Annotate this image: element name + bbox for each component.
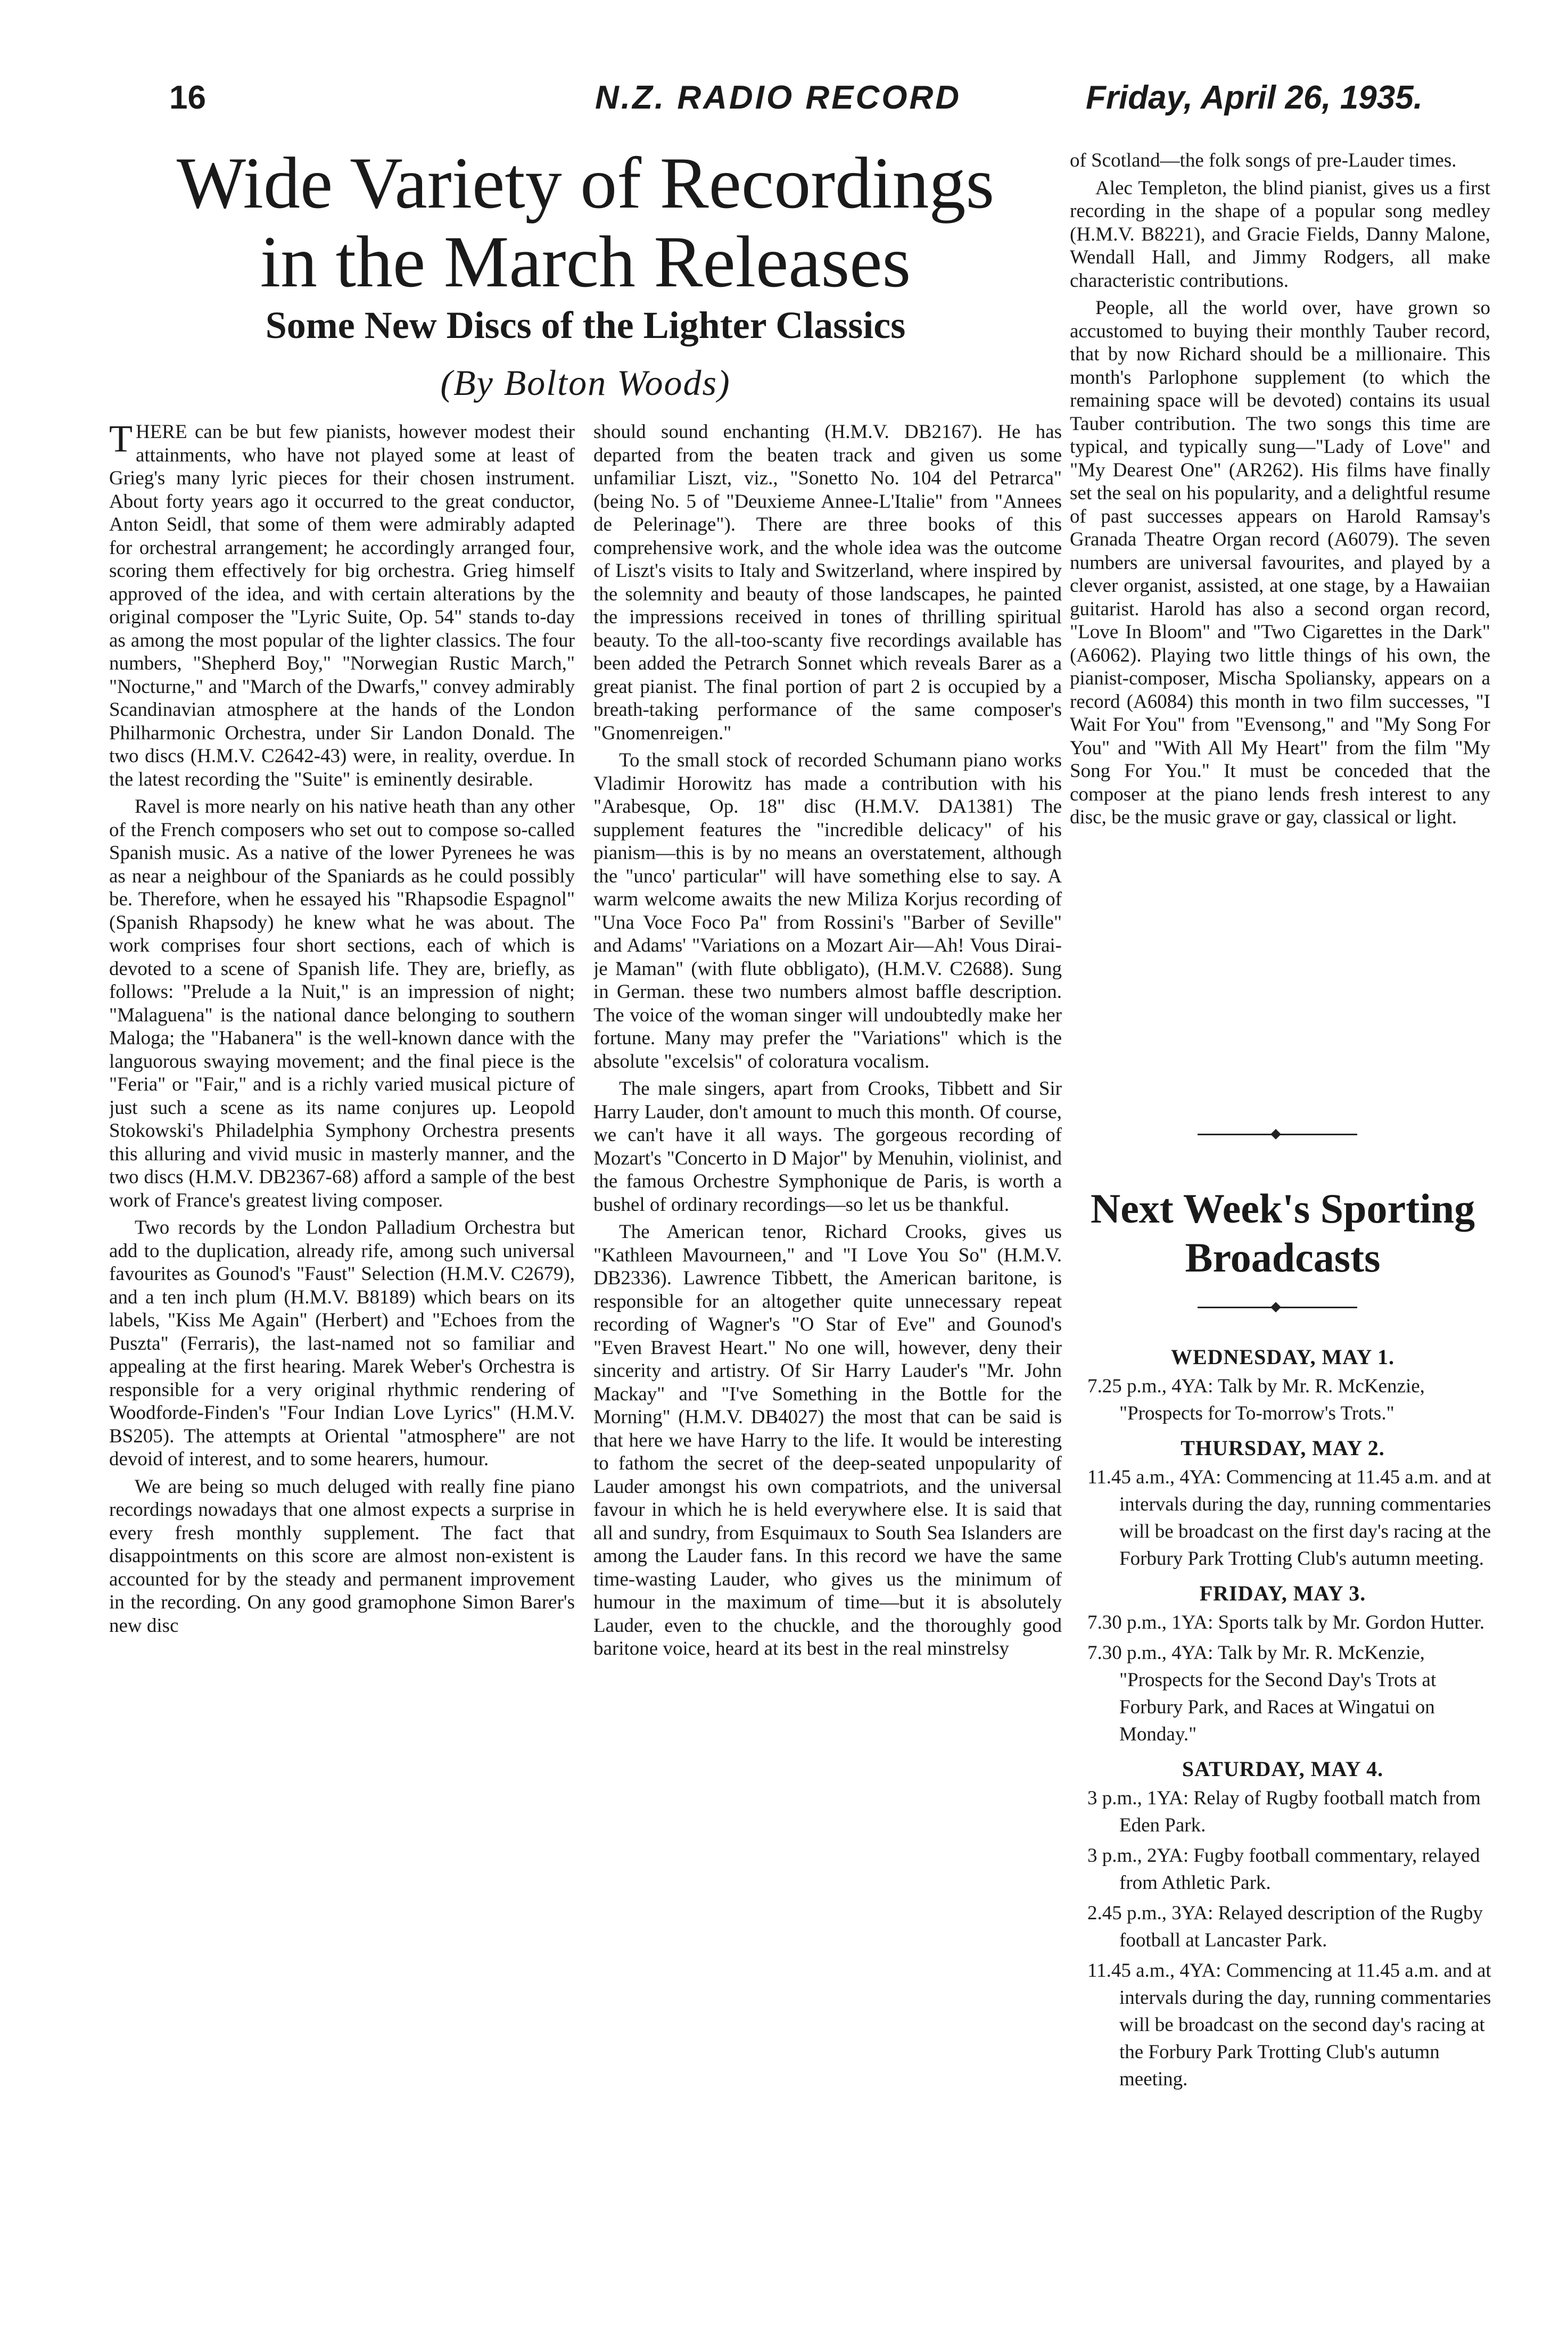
sporting-schedule [1072,1336,1493,2299]
paragraph: should sound enchanting (H.M.V. DB2167). He has departed from the beaten track and given us some unfamiliar Liszt, viz., "Sonetto No. 104 del Petrarca" (being No. 5 of "Deuxieme Annee-L'Italie" from "Annees de Pelerinage"). There are three books of this comprehensive work, and the whole idea was the outcome of Liszt's visits to Italy and Switzerland, where inspired by the solemnity and beauty of those landscapes, he painted the impressions received in tones of thrilling spiritual beauty. To the all-too-scanty five recordings available has been added the Petrarch Sonnet which reveals Barer as a great pianist. The final portion of part 2 is occupied by a breath-taking performance of the same composer's "Gnomenreigen." [593,421,1062,744]
paragraph: Ravel is more nearly on his native heath than any other of the French composers who set out to compose so-called Spanish music. As a native of the lower Pyrenees he was as near a neighbour of the Spaniards as he could possibly be. Therefore, when he essayed his "Rhapsodie Espagnol" (Spanish Rhapsody) he knew what he was about. The work comprises four short sections, each of which is devoted to a scene of Spanish life. They are, briefly, as follows: "Prelude a la Nuit," is an impression of night; "Malaguena" is the national dance belonging to southern Maloga; the "Habanera" is the well-known dance with the languorous swaying movement; and the final piece is the "Feria" or "Fair," and is a richly varied musical picture of just such a scene as its name conjures up. Leopold Stokowski's Philadelphia Symphony Orchestra presents this alluring and vivid music in masterly manner, and the two discs (H.M.V. DB2367-68) afford a sample of the best work of France's greatest living composer. [109,796,575,1211]
article-title-line-1: Wide Variety of Recordings [176,142,995,224]
publication-name: N.Z. RADIO RECORD [595,79,961,116]
article-column-2 [593,420,1062,2294]
paragraph: Alec Templeton, the blind pianist, gives us a first recording in the shape of a popular song medley (H.M.V. B8221), and Gracie Fields, Danny Malone, Wendall Hall, and Jimmy Rodgers, all make characteristic contributions. [1070,177,1490,292]
article-column-1 [109,420,575,2294]
article-byline: (By Bolton Woods) [440,362,731,403]
article-subtitle: Some New Discs of the Lighter Classics [265,304,906,346]
paragraph: People, all the world over, have grown so accustomed to buying their monthly Tauber record, that by now Richard should be a millionaire. This month's Parlophone supplement (to which the remaining space will be devoted) contains its usual Tauber contribution. The two songs this time are typical, and typically sung—"Lady of Love" and "My Dearest One" (AR262). His films have finally set the seal on his popularity, and a delightful resume of past successes appears on Harold Ramsay's Granada Theatre Organ record (A6079). The seven numbers are universal favourites, and played by a clever organist, assisted, at one stage, by a Hawaiian guitarist. Harold has also a second organ record, "Love In Bloom" and "Two Cigarettes in the Dark" (A6062). Playing two little things of his own, the pianist-composer, Mischa Spoliansky, appears on a record (A6084) this month in two film successes, "I Wait For You" from "Evensong," and "My Song For You" and "With All My Heart" from the film "My Song For You." It must be conceded that the composer at the piano lends fresh interest to any disc, be the music grave or gay, classical or light. [1070,297,1490,828]
paragraph: To the small stock of recorded Schumann piano works Vladimir Horowitz has made a contribution with his "Arabesque, Op. 18" disc (H.M.V. DA1381) The supplement features the "incredible delicacy" of his pianism—this is by no means an overstatement, although the "unco' particular" will have something else to say. A warm welcome awaits the new Miliza Korjus recording of "Una Voce Foco Pa" from Rossini's "Barber of Seville" and Adams' "Variations on a Mozart Air—Ah! Vous Dirai-je Maman" (with flute obbligato), (H.M.V. C2688). Sung in German. these two numbers almost baffle description. The voice of the woman singer will undoubtedly make her fortune. Many may prefer the "Variations" which is the absolute "excelsis" of coloratura vocalism. [593,749,1062,1072]
section-divider [1198,1134,1357,1135]
page-header [0,79,1568,121]
paragraph: Two records by the London Palladium Orchestra but add to the duplication, already rife, among such universal favourites as Gounod's "Faust" Selection (H.M.V. C2679), and a ten inch plum (H.M.V. B8189) which bears on its labels, "Kiss Me Again" (Herbert) and "Echoes from the Puszta" (Ferraris), the last-named not so familiar and appealing at the first hearing. Marek Weber's Orchestra is responsible for a very original rhythmic rendering of Woodforde-Finden's "Four Indian Love Lyrics" (H.M.V. BS205). The attempts at Oriental "atmosphere" are not devoid of interest, and to some hearers, humour. [109,1217,575,1470]
paragraph: THERE can be but few pianists, however modest their attainments, who have not played some at least of Grieg's many lyric pieces for their chosen instrument. About forty years ago it occurred to the great conductor, Anton Seidl, that some of them were admirably adapted for orchestral arrangement; he accordingly arranged four, scoring them effectively for big orchestra. Grieg himself approved of the idea, and with certain alterations by the original composer the "Lyric Suite, Op. 54" stands to-day as among the most popular of the lighter classics. The four numbers, "Shepherd Boy," "Norwegian Rustic March," "Nocturne," and "March of the Dwarfs," convey admirably Scandinavian atmosphere at the hands of the London Philharmonic Orchestra, under Sir Landon Donald. The two discs (H.M.V. C2642-43) were, in reality, overdue. In the latest recording the "Suite" is eminently desirable. [109,420,575,790]
broadcast-entry: 3 p.m., 2YA: Fugby football commentary, relayed from Athletic Park. [1087,1845,1480,1894]
page-number: 16 [169,79,206,116]
paragraph: The male singers, apart from Crooks, Tibbett and Sir Harry Lauder, don't amount to much this month. Of course, we can't have it all ways. The gorgeous recording of Mozart's "Concerto in D Major" by Menuhin, violinist, and the famous Orchestre Symphonique de Paris, is worth a bushel of ordinary recordings—so let us be thankful. [593,1078,1062,1216]
broadcast-entry: 7.30 p.m., 4YA: Talk by Mr. R. McKenzie, "Prospects for the Second Day's Trots at Forbury Park, and Races at Wingatui on Monday." [1087,1642,1437,1745]
day-heading: WEDNESDAY, MAY 1. [1170,1345,1395,1369]
broadcast-entry: 11.45 a.m., 4YA: Commencing at 11.45 a.m. and at intervals during the day, running commentaries will be broadcast on the second day's racing at the Forbury Park Trotting Club's autumn meeting. [1087,1960,1491,2090]
paragraph: We are being so much deluged with really fine piano recordings nowadays that one almost expects a surprise in every fresh monthly supplement. The fact that disappointments on this score are almost non-existent is accounted for by the steady and permanent improvement in the recording. On any good gramophone Simon Barer's new disc [109,1475,575,1637]
day-heading: SATURDAY, MAY 4. [1182,1757,1384,1781]
drop-cap: T [109,420,133,460]
broadcast-entry: 2.45 p.m., 3YA: Relayed description of the Rugby football at Lancaster Park. [1087,1902,1483,1951]
sporting-title: Next Week's Sporting Broadcasts [1090,1185,1475,1281]
issue-date: Friday, April 26, 1935. [1086,79,1423,116]
day-heading: THURSDAY, MAY 2. [1181,1436,1385,1460]
section-divider [1198,1307,1357,1308]
paragraph: of Scotland—the folk songs of pre-Lauder times. [1070,150,1457,171]
broadcast-entry: 11.45 a.m., 4YA: Commencing at 11.45 a.m. and at intervals during the day, running commentaries will be broadcast on the first day's racing at the Forbury Park Trotting Club's autumn meeting. [1087,1466,1491,1570]
paragraph: The American tenor, Richard Crooks, gives us "Kathleen Mavourneen," and "I Love You So" (H.M.V. DB2336). Lawrence Tibbett, the American baritone, is responsible for an altogether quite unnecessary repeat recording of Wagner's "O Star of Eve" and Gounod's "Even Bravest Heart." No one will, however, deny their sincerity and artistry. Of Sir Harry Lauder's "Mr. John Mackay" and "I've Something in the Bottle for the Morning" (H.M.V. DB4027) the most that can be said is that here we have Harry to the life. It would be interesting to fathom the secret of the deep-seated unpopularity of Lauder amongst his own compatriots, and the universal favour in which he is held everywhere else. It is said that all and sundry, from Esquimaux to South Sea Islanders are among the Lauder fans. In this record we have the same time-wasting Lauder, who gives us the minimum of humour in the maximum of time—but it is absolutely Lauder, even to the chuckle, and the thoroughly good baritone voice, heard at its best in the real minstrelsy [593,1221,1062,1660]
day-heading: FRIDAY, MAY 3. [1199,1581,1366,1605]
article-title-line-2: in the March Releases [260,221,911,302]
broadcast-entry: 3 p.m., 1YA: Relay of Rugby football match from Eden Park. [1087,1787,1481,1836]
article-column-3 [1070,149,1490,1096]
broadcast-entry: 7.25 p.m., 4YA: Talk by Mr. R. McKenzie, "Prospects for To-morrow's Trots." [1087,1375,1425,1424]
broadcast-entry: 7.30 p.m., 1YA: Sports talk by Mr. Gordon Hutter. [1087,1612,1485,1633]
article-title [133,144,1038,301]
